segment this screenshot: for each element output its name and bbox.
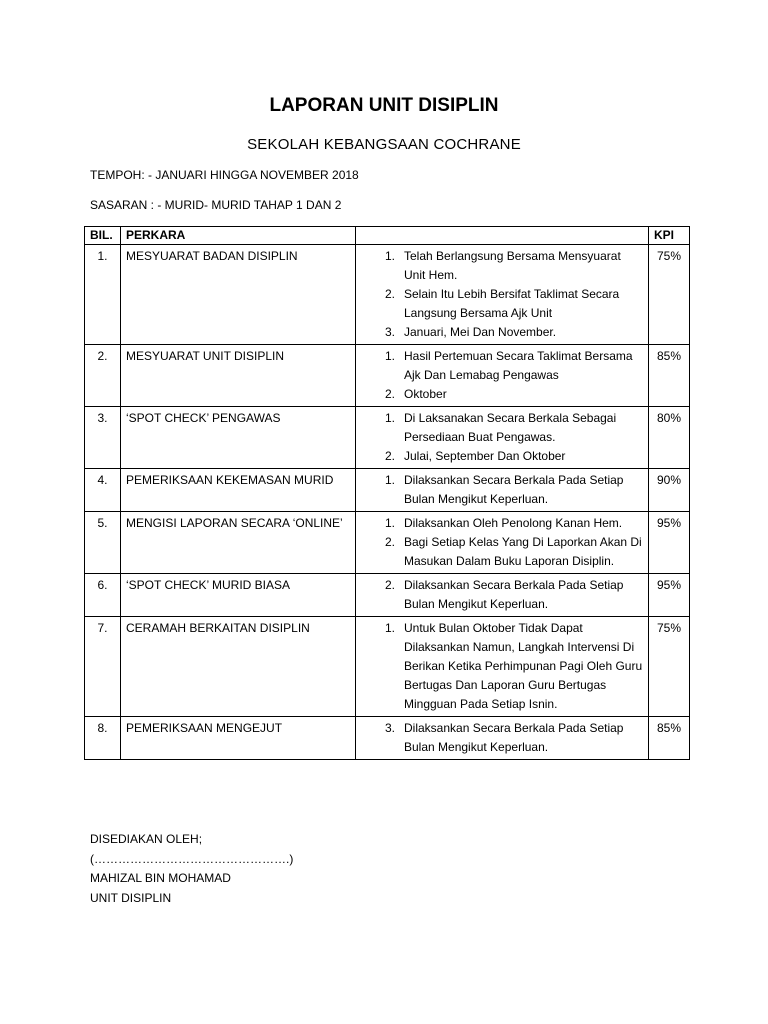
header-perkara: PERKARA <box>121 227 356 245</box>
report-title: LAPORAN UNIT DISIPLIN <box>269 95 499 116</box>
header-bil: BIL. <box>85 227 121 245</box>
notes-list <box>356 409 643 466</box>
list-item-number: 2. <box>384 578 395 592</box>
cell-catatan <box>356 407 649 469</box>
header-kpi: KPI <box>649 227 690 245</box>
cell-bil: 4. <box>85 469 121 512</box>
list-item <box>356 347 643 385</box>
list-item-text: Di Laksanakan Secara Berkala Sebagai Persediaan Buat Pengawas. <box>404 411 617 444</box>
list-item-number: 1. <box>384 473 395 487</box>
list-item-text: Julai, September Dan Oktober <box>404 449 566 463</box>
header-catatan <box>356 227 649 245</box>
list-item-text: Telah Berlangsung Bersama Mensyuarat Unit Hem. <box>404 249 621 282</box>
footer <box>90 830 293 908</box>
table-row <box>85 574 690 617</box>
cell-catatan <box>356 574 649 617</box>
table-row <box>85 469 690 512</box>
list-item-number: 1. <box>384 516 395 530</box>
cell-catatan <box>356 345 649 407</box>
notes-list <box>356 576 643 614</box>
cell-kpi: 75% <box>649 617 690 717</box>
cell-perkara: MESYUARAT BADAN DISIPLIN <box>121 245 356 345</box>
list-item <box>356 385 643 404</box>
cell-bil: 3. <box>85 407 121 469</box>
preparer-name: MAHIZAL BIN MOHAMAD <box>90 871 231 885</box>
list-item <box>356 447 643 466</box>
cell-kpi: 80% <box>649 407 690 469</box>
list-item <box>356 285 643 323</box>
cell-bil: 1. <box>85 245 121 345</box>
list-item-text: Dilaksankan Secara Berkala Pada Setiap Bulan Mengikut Keperluan. <box>404 473 624 506</box>
list-item <box>356 409 643 447</box>
list-item <box>356 533 643 571</box>
cell-bil: 2. <box>85 345 121 407</box>
notes-list <box>356 471 643 509</box>
list-item-number: 1. <box>384 621 395 635</box>
cell-kpi: 90% <box>649 469 690 512</box>
cell-perkara: MENGISI LAPORAN SECARA ‘ONLINE’ <box>121 512 356 574</box>
cell-bil: 7. <box>85 617 121 717</box>
table-row <box>85 512 690 574</box>
cell-bil: 8. <box>85 717 121 760</box>
list-item <box>356 719 643 757</box>
list-item-text: Untuk Bulan Oktober Tidak Dapat Dilaksankan Namun, Langkah Intervensi Di Berikan Ketika Perhimpunan Pagi Oleh Guru Bertugas Dan Laporan Guru Bertugas Mingguan Pada Setiap Isnin. <box>404 621 643 711</box>
cell-kpi: 85% <box>649 717 690 760</box>
cell-kpi: 75% <box>649 245 690 345</box>
report-table <box>84 226 690 760</box>
signature-line: (………………………………………….) <box>90 851 294 866</box>
cell-catatan <box>356 617 649 717</box>
table-row <box>85 245 690 345</box>
list-item-number: 3. <box>384 721 395 735</box>
list-item-text: Bagi Setiap Kelas Yang Di Laporkan Akan Di Masukan Dalam Buku Laporan Disiplin. <box>404 535 642 568</box>
list-item <box>356 247 643 285</box>
cell-catatan <box>356 717 649 760</box>
prepared-by-label: DISEDIAKAN OLEH; <box>90 832 203 846</box>
list-item-number: 3. <box>384 325 395 339</box>
notes-list <box>356 619 643 714</box>
list-item-text: Januari, Mei Dan November. <box>404 325 557 339</box>
cell-kpi: 85% <box>649 345 690 407</box>
list-item-number: 2. <box>384 535 395 549</box>
table-row <box>85 717 690 760</box>
cell-catatan <box>356 512 649 574</box>
list-item <box>356 514 643 533</box>
list-item-text: Hasil Pertemuan Secara Taklimat Bersama Ajk Dan Lemabag Pengawas <box>404 349 633 382</box>
list-item <box>356 619 643 714</box>
table-body <box>85 245 690 760</box>
list-item-text: Dilaksankan Secara Berkala Pada Setiap Bulan Mengikut Keperluan. <box>404 578 624 611</box>
notes-list <box>356 719 643 757</box>
list-item-text: Oktober <box>404 387 447 401</box>
period-line: TEMPOH: - JANUARI HINGGA NOVEMBER 2018 <box>90 168 359 182</box>
cell-bil: 6. <box>85 574 121 617</box>
cell-kpi: 95% <box>649 574 690 617</box>
list-item <box>356 323 643 342</box>
notes-list <box>356 247 643 342</box>
notes-list <box>356 514 643 571</box>
table-row <box>85 407 690 469</box>
cell-perkara: ‘SPOT CHECK’ PENGAWAS <box>121 407 356 469</box>
list-item-text: Dilaksankan Secara Berkala Pada Setiap Bulan Mengikut Keperluan. <box>404 721 624 754</box>
cell-perkara: MESYUARAT UNIT DISIPLIN <box>121 345 356 407</box>
cell-perkara: PEMERIKSAAN KEKEMASAN MURID <box>121 469 356 512</box>
preparer-unit: UNIT DISIPLIN <box>90 890 172 905</box>
list-item-text: Dilaksankan Oleh Penolong Kanan Hem. <box>404 516 623 530</box>
cell-catatan <box>356 245 649 345</box>
list-item <box>356 471 643 509</box>
list-item-number: 1. <box>384 349 395 363</box>
cell-perkara: ‘SPOT CHECK’ MURID BIASA <box>121 574 356 617</box>
target-line: SASARAN : - MURID- MURID TAHAP 1 DAN 2 <box>90 198 342 212</box>
school-name: SEKOLAH KEBANGSAAN COCHRANE <box>247 136 521 153</box>
list-item-number: 1. <box>384 249 395 263</box>
notes-list <box>356 347 643 404</box>
list-item-number: 1. <box>384 411 395 425</box>
cell-kpi: 95% <box>649 512 690 574</box>
list-item <box>356 576 643 614</box>
cell-catatan <box>356 469 649 512</box>
list-item-text: Selain Itu Lebih Bersifat Taklimat Secara Langsung Bersama Ajk Unit <box>404 287 620 320</box>
list-item-number: 2. <box>384 449 395 463</box>
list-item-number: 2. <box>384 387 395 401</box>
cell-bil: 5. <box>85 512 121 574</box>
list-item-number: 2. <box>384 287 395 301</box>
table-header-row <box>85 227 690 245</box>
table-row <box>85 345 690 407</box>
cell-perkara: PEMERIKSAAN MENGEJUT <box>121 717 356 760</box>
table-row <box>85 617 690 717</box>
cell-perkara: CERAMAH BERKAITAN DISIPLIN <box>121 617 356 717</box>
